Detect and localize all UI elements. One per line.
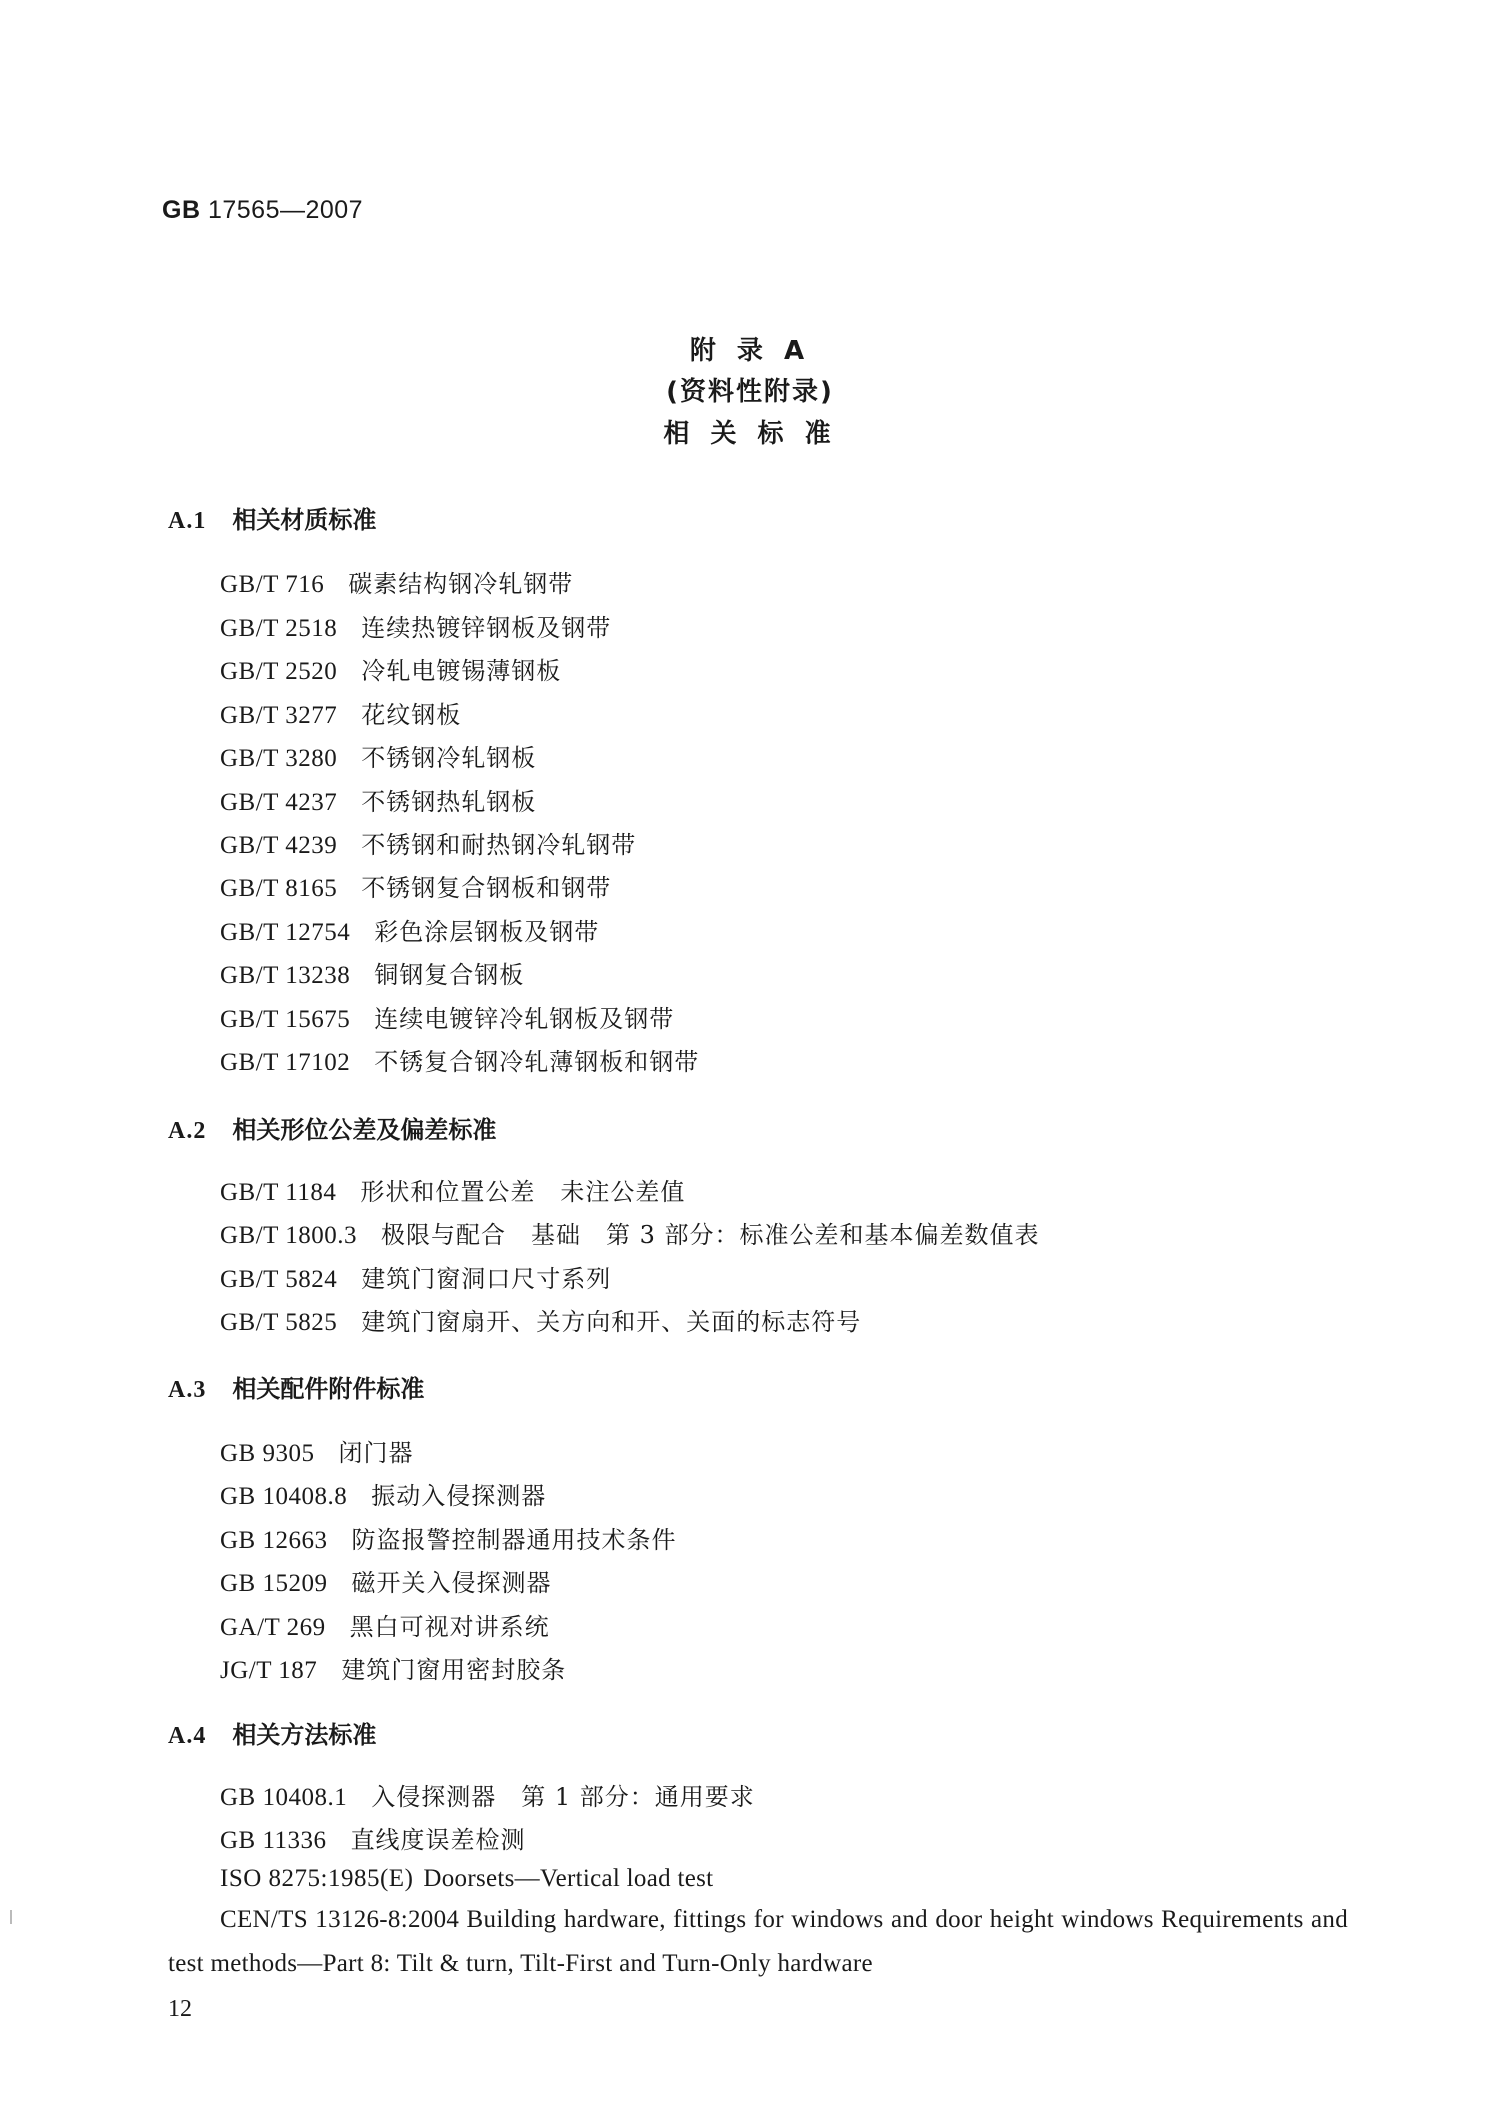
standard-title: 不锈钢冷轧钢板 bbox=[361, 744, 537, 772]
standard-entry bbox=[220, 651, 561, 686]
standard-code: GB/T 5824 bbox=[220, 1266, 338, 1293]
standard-title: 彩色涂层钢板及钢带 bbox=[374, 918, 600, 946]
annex-type: (资料性附录) bbox=[666, 377, 834, 407]
standard-code: GB/T 3280 bbox=[220, 745, 338, 772]
standard-entry bbox=[220, 1777, 755, 1812]
standard-code: GB 15209 bbox=[220, 1570, 328, 1597]
standard-title: 入侵探测器 第 1 部分：通用要求 bbox=[371, 1783, 755, 1811]
standard-code: GB/T 1800.3 bbox=[220, 1222, 357, 1249]
standard-title: 碳素结构钢冷轧钢带 bbox=[348, 570, 574, 598]
standard-code: GA/T 269 bbox=[220, 1614, 326, 1641]
standard-title: 形状和位置公差 未注公差值 bbox=[360, 1178, 686, 1206]
standard-entry bbox=[220, 1476, 546, 1511]
section-title: 相关形位公差及偏差标准 bbox=[232, 1116, 497, 1144]
standard-code: GB/T 8165 bbox=[220, 875, 338, 902]
section-number: A.4 bbox=[168, 1723, 207, 1749]
section-heading-a3 bbox=[168, 1369, 424, 1404]
standard-code: GB/T 17102 bbox=[220, 1049, 351, 1076]
standard-code: GB/T 15675 bbox=[220, 1006, 351, 1033]
standard-entry bbox=[220, 608, 611, 643]
standard-code: JG/T 187 bbox=[220, 1657, 318, 1684]
standard-entry bbox=[220, 782, 536, 817]
standard-code: GB/T 5825 bbox=[220, 1309, 338, 1336]
standard-entry bbox=[220, 1520, 676, 1555]
standard-entry bbox=[220, 1259, 611, 1294]
standard-title: 建筑门窗扇开、关方向和开、关面的标志符号 bbox=[361, 1308, 862, 1336]
standard-code: GB/T 716 bbox=[220, 571, 325, 598]
section-title: 相关配件附件标准 bbox=[232, 1375, 425, 1403]
standard-entry bbox=[220, 825, 636, 860]
standard-entry bbox=[220, 912, 599, 947]
standard-entry bbox=[220, 999, 674, 1034]
standard-code: ISO 8275:1985(E) bbox=[220, 1865, 414, 1892]
standard-code: GB/T 2518 bbox=[220, 615, 338, 642]
standard-entry bbox=[220, 1042, 699, 1077]
standard-entry bbox=[220, 1650, 566, 1685]
annex-subject: 相 关 标 准 bbox=[663, 419, 837, 449]
standard-title: 不锈复合钢冷轧薄钢板和钢带 bbox=[374, 1048, 700, 1076]
standard-title: 花纹钢板 bbox=[361, 701, 462, 729]
standard-title: 建筑门窗洞口尺寸系列 bbox=[361, 1265, 612, 1293]
standard-entry bbox=[220, 695, 461, 730]
standard-entry bbox=[220, 564, 573, 599]
page-number: 12 bbox=[168, 1996, 192, 2022]
standard-code: GB/T 4239 bbox=[220, 832, 338, 859]
standard-title: 黑白可视对讲系统 bbox=[349, 1613, 550, 1641]
standard-title: 防盗报警控制器通用技术条件 bbox=[351, 1526, 677, 1554]
section-number: A.3 bbox=[168, 1377, 207, 1403]
standard-title: 磁开关入侵探测器 bbox=[351, 1569, 552, 1597]
section-heading-a1 bbox=[168, 500, 376, 535]
standard-header bbox=[162, 196, 363, 225]
standard-code: GB/T 2520 bbox=[220, 658, 338, 685]
standard-code: GB 10408.8 bbox=[220, 1483, 348, 1510]
scan-margin-mark bbox=[10, 1910, 12, 1924]
standard-title: 连续热镀锌钢板及钢带 bbox=[361, 614, 612, 642]
section-title: 相关材质标准 bbox=[232, 506, 377, 534]
section-number: A.1 bbox=[168, 508, 207, 534]
section-heading-a4 bbox=[168, 1715, 376, 1750]
standard-entry bbox=[220, 1172, 685, 1207]
standard-title: 连续电镀锌冷轧钢板及钢带 bbox=[374, 1005, 675, 1033]
standard-code: GB/T 4237 bbox=[220, 789, 338, 816]
standard-code: GB 9305 bbox=[220, 1440, 315, 1467]
standard-code: GB 10408.1 bbox=[220, 1784, 348, 1811]
standard-entry bbox=[220, 1302, 861, 1337]
section-number: A.2 bbox=[168, 1118, 207, 1144]
standard-title: 不锈钢热轧钢板 bbox=[361, 788, 537, 816]
annex-title: 附 录 A bbox=[689, 336, 811, 366]
standard-title: 铜钢复合钢板 bbox=[374, 961, 525, 989]
standard-entry bbox=[220, 1820, 526, 1855]
standard-title: 建筑门窗用密封胶条 bbox=[341, 1656, 567, 1684]
standard-title: 闭门器 bbox=[338, 1439, 414, 1467]
standard-code: GB 11336 bbox=[220, 1827, 327, 1854]
standard-title: Doorsets—Vertical load test bbox=[423, 1865, 714, 1892]
standard-code: GB/T 13238 bbox=[220, 962, 351, 989]
standard-title: 极限与配合 基础 第 3 部分：标准公差和基本偏差数值表 bbox=[381, 1221, 1040, 1249]
standard-entry bbox=[220, 868, 611, 903]
standard-code: GB/T 12754 bbox=[220, 919, 351, 946]
standard-number: 17565—2007 bbox=[207, 196, 364, 224]
standard-code: GB/T 1184 bbox=[220, 1179, 337, 1206]
standard-code: GB/T 3277 bbox=[220, 702, 338, 729]
standard-title: 直线度误差检测 bbox=[350, 1826, 526, 1854]
standard-entry bbox=[220, 1433, 413, 1468]
standard-prefix: GB bbox=[162, 196, 201, 224]
long-reference: CEN/TS 13126-8:2004 Building hardware, fittings for windows and door height windows Requirements and test methods—Part 8: Tilt & turn, Tilt-First and Turn-Only hardware bbox=[168, 1906, 1348, 1977]
standard-entry bbox=[220, 955, 524, 990]
standard-entry bbox=[220, 1563, 551, 1598]
standard-code: GB 12663 bbox=[220, 1527, 328, 1554]
standard-entry bbox=[220, 1864, 713, 1893]
standard-entry bbox=[220, 1215, 1040, 1250]
standard-title: 振动入侵探测器 bbox=[371, 1482, 547, 1510]
section-title: 相关方法标准 bbox=[232, 1721, 377, 1749]
standard-entry bbox=[220, 1607, 550, 1642]
standard-title: 冷轧电镀锡薄钢板 bbox=[361, 657, 562, 685]
section-heading-a2 bbox=[168, 1110, 496, 1145]
standard-title: 不锈钢和耐热钢冷轧钢带 bbox=[361, 831, 637, 859]
standard-title: 不锈钢复合钢板和钢带 bbox=[361, 874, 612, 902]
standard-entry bbox=[220, 738, 536, 773]
